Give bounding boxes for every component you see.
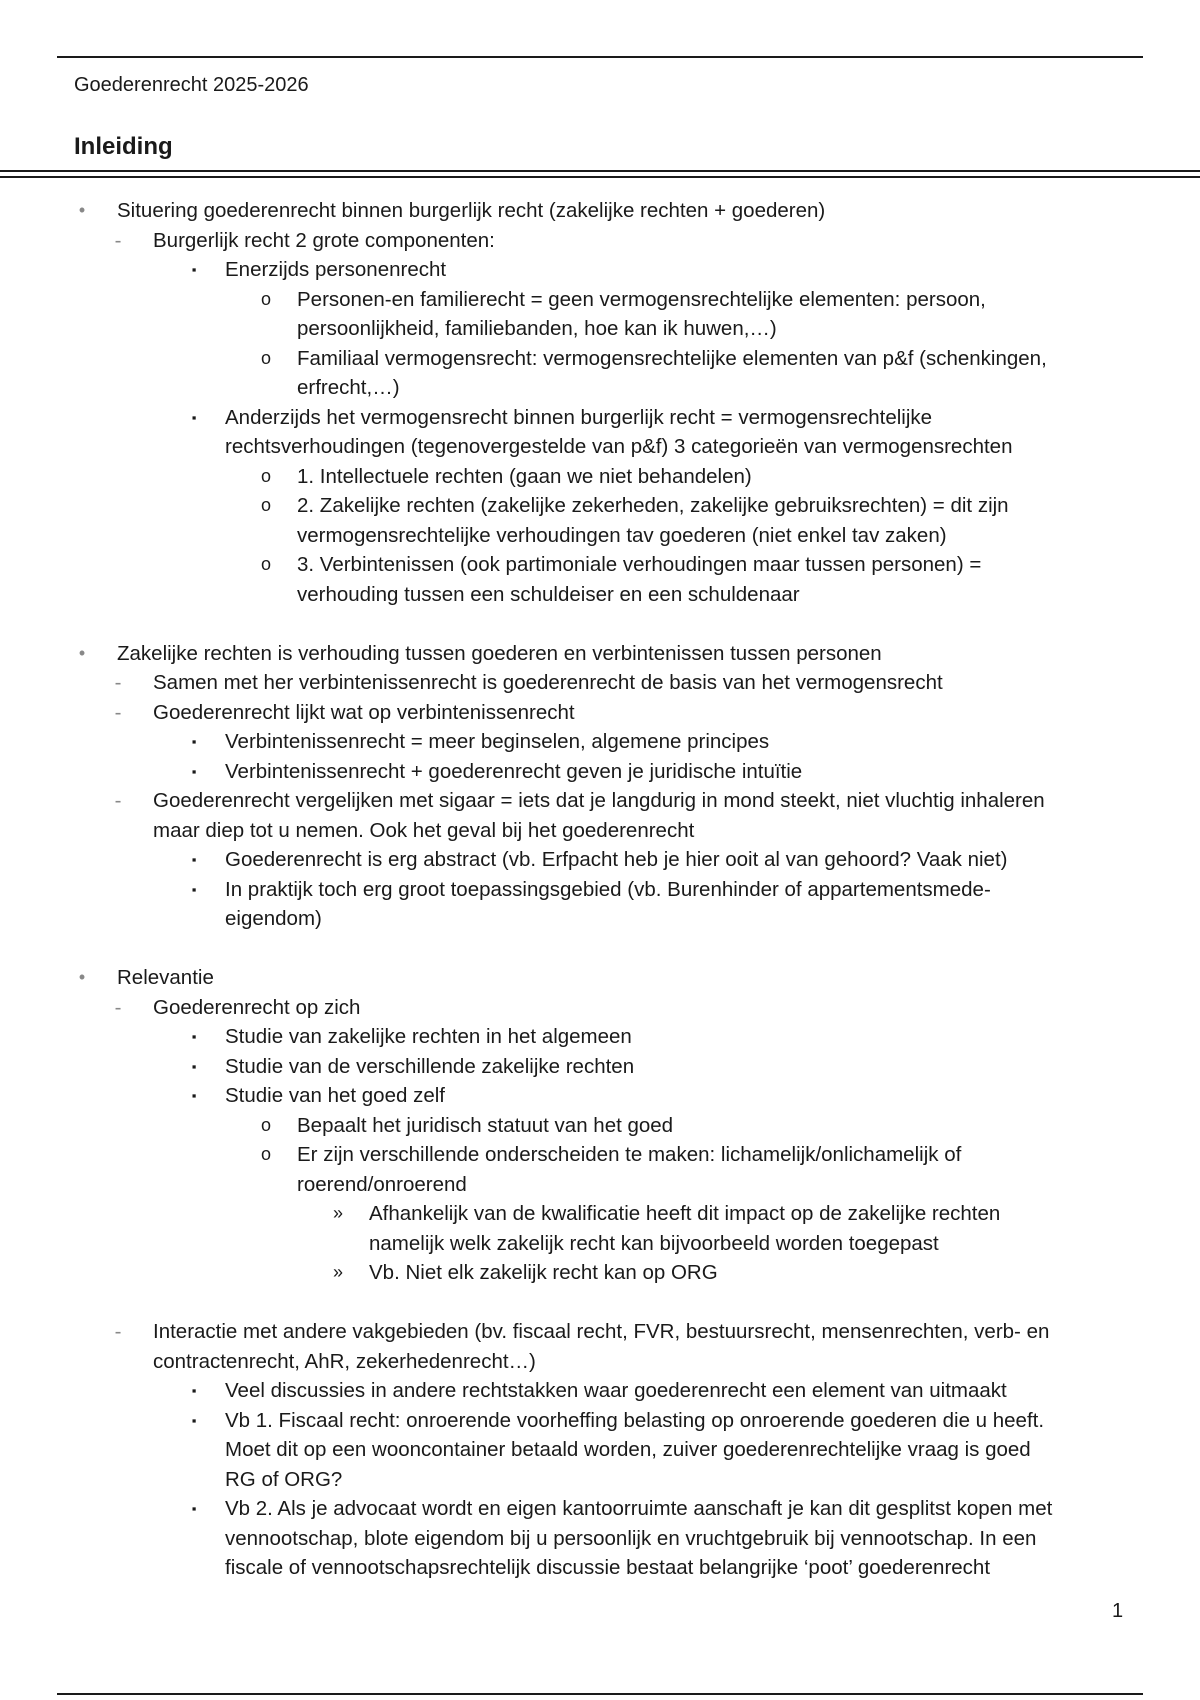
- list-bullet: ▪: [191, 881, 197, 897]
- list-item-line: Zakelijke rechten is verhouding tussen goederen en verbintenissen tussen personen: [117, 641, 882, 665]
- list-item-line: Studie van zakelijke rechten in het algemeen: [225, 1025, 632, 1048]
- list-bullet: ▪: [191, 852, 197, 867]
- list-bullet: ▪: [191, 409, 197, 425]
- list-bullet: o: [260, 288, 271, 309]
- list-item-line: Relevantie: [117, 966, 214, 989]
- list-bullet: -: [114, 789, 122, 812]
- list-bullet: -: [114, 228, 122, 252]
- list-item-line: vennootschap, blote eigendom bij u persoonlijk en vruchtgebruik bij vennootschap. In een: [225, 1526, 1037, 1550]
- footer-rule: [57, 1693, 1143, 1695]
- document-header: Goederenrecht 2025-2026: [74, 74, 309, 96]
- list-item-line: Verbintenissenrecht + goederenrecht geven je juridische intuïtie: [225, 759, 803, 783]
- list-bullet: -: [114, 995, 122, 1019]
- list-item-line: maar diep tot u nemen. Ook het geval bij het goederenrecht: [153, 818, 695, 842]
- list-bullet: ▪: [191, 763, 197, 779]
- list-bullet: ▪: [191, 734, 197, 749]
- list-bullet: -: [114, 671, 122, 694]
- list-item-line: Enerzijds personenrecht: [225, 258, 447, 281]
- list-item-line: Interactie met andere vakgebieden (bv. fiscaal recht, FVR, bestuursrecht, mensenrechten, verb- en: [153, 1320, 1050, 1343]
- list-item-line: Samen met her verbintenissenrecht is goederenrecht de basis van het vermogensrecht: [153, 671, 943, 694]
- list-item-line: Vb. Niet elk zakelijk recht kan op ORG: [369, 1261, 718, 1284]
- list-item-line: Goederenrecht op zich: [153, 995, 361, 1019]
- list-bullet: ▪: [191, 262, 197, 277]
- list-item-line: Vb 1. Fiscaal recht: onroerende voorheffing belasting op onroerende goederen die u heeft.: [225, 1408, 1045, 1432]
- list-item-line: 2. Zakelijke rechten (zakelijke zekerheden, zakelijke gebruiksrechten) = dit zijn: [297, 494, 1009, 517]
- list-item-line: fiscale of vennootschapsrechtelijk discussie bestaat belangrijke ‘poot’ goederenrecht: [225, 1556, 991, 1579]
- list-item-line: Bepaalt het juridisch statuut van het goed: [297, 1113, 674, 1137]
- list-bullet: ▪: [191, 1029, 197, 1044]
- list-item-line: namelijk welk zakelijk recht kan bijvoorbeeld worden toegepast: [369, 1231, 939, 1255]
- list-item-line: Goederenrecht vergelijken met sigaar = iets dat je langdurig in mond steekt, niet vluchtig inhaleren: [153, 789, 1045, 812]
- list-item-line: In praktijk toch erg groot toepassingsgebied (vb. Burenhinder of appartementsmede-: [225, 877, 991, 901]
- list-item-line: roerend/onroerend: [297, 1172, 467, 1196]
- list-bullet: ▪: [191, 1088, 197, 1103]
- list-bullet: ▪: [191, 1412, 197, 1428]
- list-item-line: Verbintenissenrecht = meer beginselen, algemene principes: [225, 730, 770, 753]
- list-item-line: Studie van de verschillende zakelijke rechten: [225, 1054, 635, 1078]
- list-item-line: Afhankelijk van de kwalificatie heeft dit impact op de zakelijke rechten: [369, 1202, 1001, 1225]
- list-item-line: Studie van het goed zelf: [225, 1084, 445, 1107]
- list-item-line: Anderzijds het vermogensrecht binnen burgerlijk recht = vermogensrechtelijke: [225, 405, 933, 429]
- list-item-line: RG of ORG?: [225, 1467, 343, 1491]
- section-title: Inleiding: [74, 133, 173, 160]
- list-item-line: rechtsverhoudingen (tegenovergestelde van p&f) 3 categorieën van vermogensrechten: [225, 435, 1013, 458]
- list-item-line: Personen-en familierecht = geen vermogensrechtelijke elementen: persoon,: [297, 287, 986, 311]
- list-item-line: Goederenrecht lijkt wat op verbintenissenrecht: [153, 700, 575, 724]
- list-bullet: o: [260, 1114, 271, 1135]
- list-item-line: 3. Verbintenissen (ook partimoniale verhoudingen maar tussen personen) =: [297, 553, 982, 576]
- list-item-line: Er zijn verschillende onderscheiden te maken: lichamelijk/onlichamelijk of: [297, 1143, 962, 1166]
- list-item-line: Vb 2. Als je advocaat wordt en eigen kantoorruimte aanschaft je kan dit gesplitst kopen met: [225, 1497, 1053, 1520]
- list-bullet: ▪: [191, 1383, 197, 1398]
- title-underline-rule: [0, 170, 1200, 172]
- list-item-line: Familiaal vermogensrecht: vermogensrechtelijke elementen van p&f (schenkingen,: [297, 346, 1047, 370]
- list-item-line: eigendom): [225, 907, 322, 930]
- list-bullet: -: [114, 1320, 122, 1343]
- list-item-line: vermogensrechtelijke verhoudingen tav goederen (niet enkel tav zaken): [297, 523, 947, 547]
- list-item-line: Veel discussies in andere rechtstakken waar goederenrecht een element van uitmaakt: [225, 1379, 1007, 1402]
- list-bullet: o: [260, 554, 271, 574]
- list-bullet: o: [260, 495, 271, 515]
- list-bullet: o: [260, 347, 271, 368]
- list-bullet: o: [260, 465, 271, 486]
- list-item-line: contractenrecht, AhR, zekerhedenrecht…): [153, 1349, 536, 1373]
- list-bullet: o: [260, 1144, 271, 1164]
- list-item-line: erfrecht,…): [297, 376, 400, 399]
- header-top-rule: [57, 56, 1143, 58]
- list-bullet: •: [78, 967, 86, 987]
- list-bullet: »: [332, 1262, 343, 1282]
- list-bullet: ▪: [191, 1501, 197, 1516]
- list-item-line: persoonlijkheid, familiebanden, hoe kan ik huwen,…): [297, 317, 777, 340]
- list-item-line: Goederenrecht is erg abstract (vb. Erfpacht heb je hier ooit al van gehoord? Vaak niet): [225, 848, 1008, 871]
- list-item-line: Situering goederenrecht binnen burgerlijk recht (zakelijke rechten + goederen): [117, 199, 826, 222]
- list-bullet: »: [332, 1203, 343, 1223]
- list-item-line: verhouding tussen een schuldeiser en een schuldenaar: [297, 582, 800, 606]
- list-item-line: Moet dit op een wooncontainer betaald worden, zuiver goederenrechtelijke vraag is goed: [225, 1438, 1031, 1461]
- list-bullet: •: [78, 642, 86, 663]
- list-bullet: •: [78, 200, 86, 220]
- title-underline-rule-double: [0, 176, 1200, 178]
- list-item-line: Burgerlijk recht 2 grote componenten:: [153, 228, 495, 252]
- list-item-line: 1. Intellectuele rechten (gaan we niet behandelen): [297, 464, 752, 488]
- list-bullet: ▪: [191, 1058, 197, 1074]
- page-number: 1: [1112, 1600, 1124, 1622]
- list-bullet: -: [114, 700, 122, 724]
